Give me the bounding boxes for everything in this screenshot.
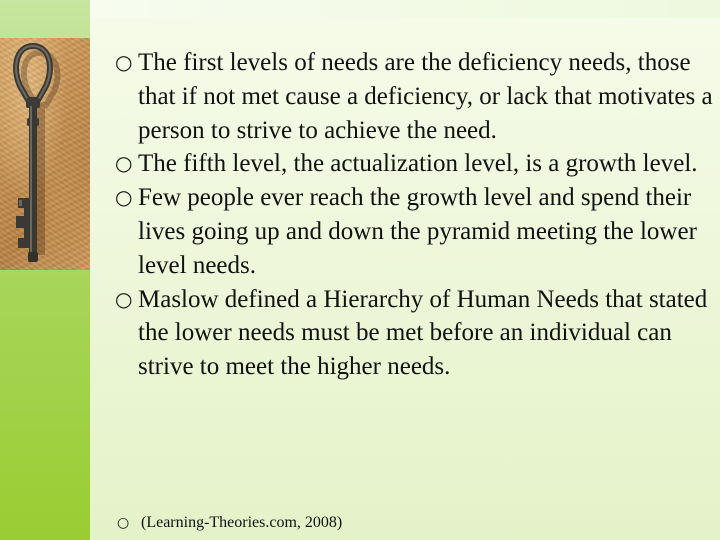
bullet-item [113, 147, 713, 181]
top-decorative-band [90, 0, 720, 18]
circle-bullet-icon: ○ [115, 286, 133, 311]
key-icon [0, 38, 90, 270]
circle-bullet-icon: ○ [115, 151, 133, 176]
citation-text: (Learning-Theories.com, 2008) [141, 514, 343, 531]
bullet-item [113, 46, 713, 147]
bullet-item [113, 283, 713, 384]
bullet-list [113, 46, 713, 384]
bullet-text: Few people ever reach the growth level and spend their lives going up and down the pyramid meeting the lower level needs. [138, 184, 697, 279]
key-photo [0, 38, 90, 270]
bullet-text: The first levels of needs are the deficiency needs, those that if not met cause a deficiency, or lack that motivates a person to strive to achieve the need. [138, 49, 713, 144]
bullet-text: The fifth level, the actualization level, is a growth level. [138, 150, 698, 178]
circle-bullet-icon: ○ [115, 185, 133, 210]
citation [117, 514, 677, 532]
bullet-item [113, 181, 713, 282]
circle-bullet-icon: ○ [115, 50, 133, 74]
circle-bullet-icon: ○ [117, 515, 130, 531]
bullet-text: Maslow defined a Hierarchy of Human Needs that stated the lower needs must be met before an individual can strive to meet the higher needs. [138, 285, 708, 381]
